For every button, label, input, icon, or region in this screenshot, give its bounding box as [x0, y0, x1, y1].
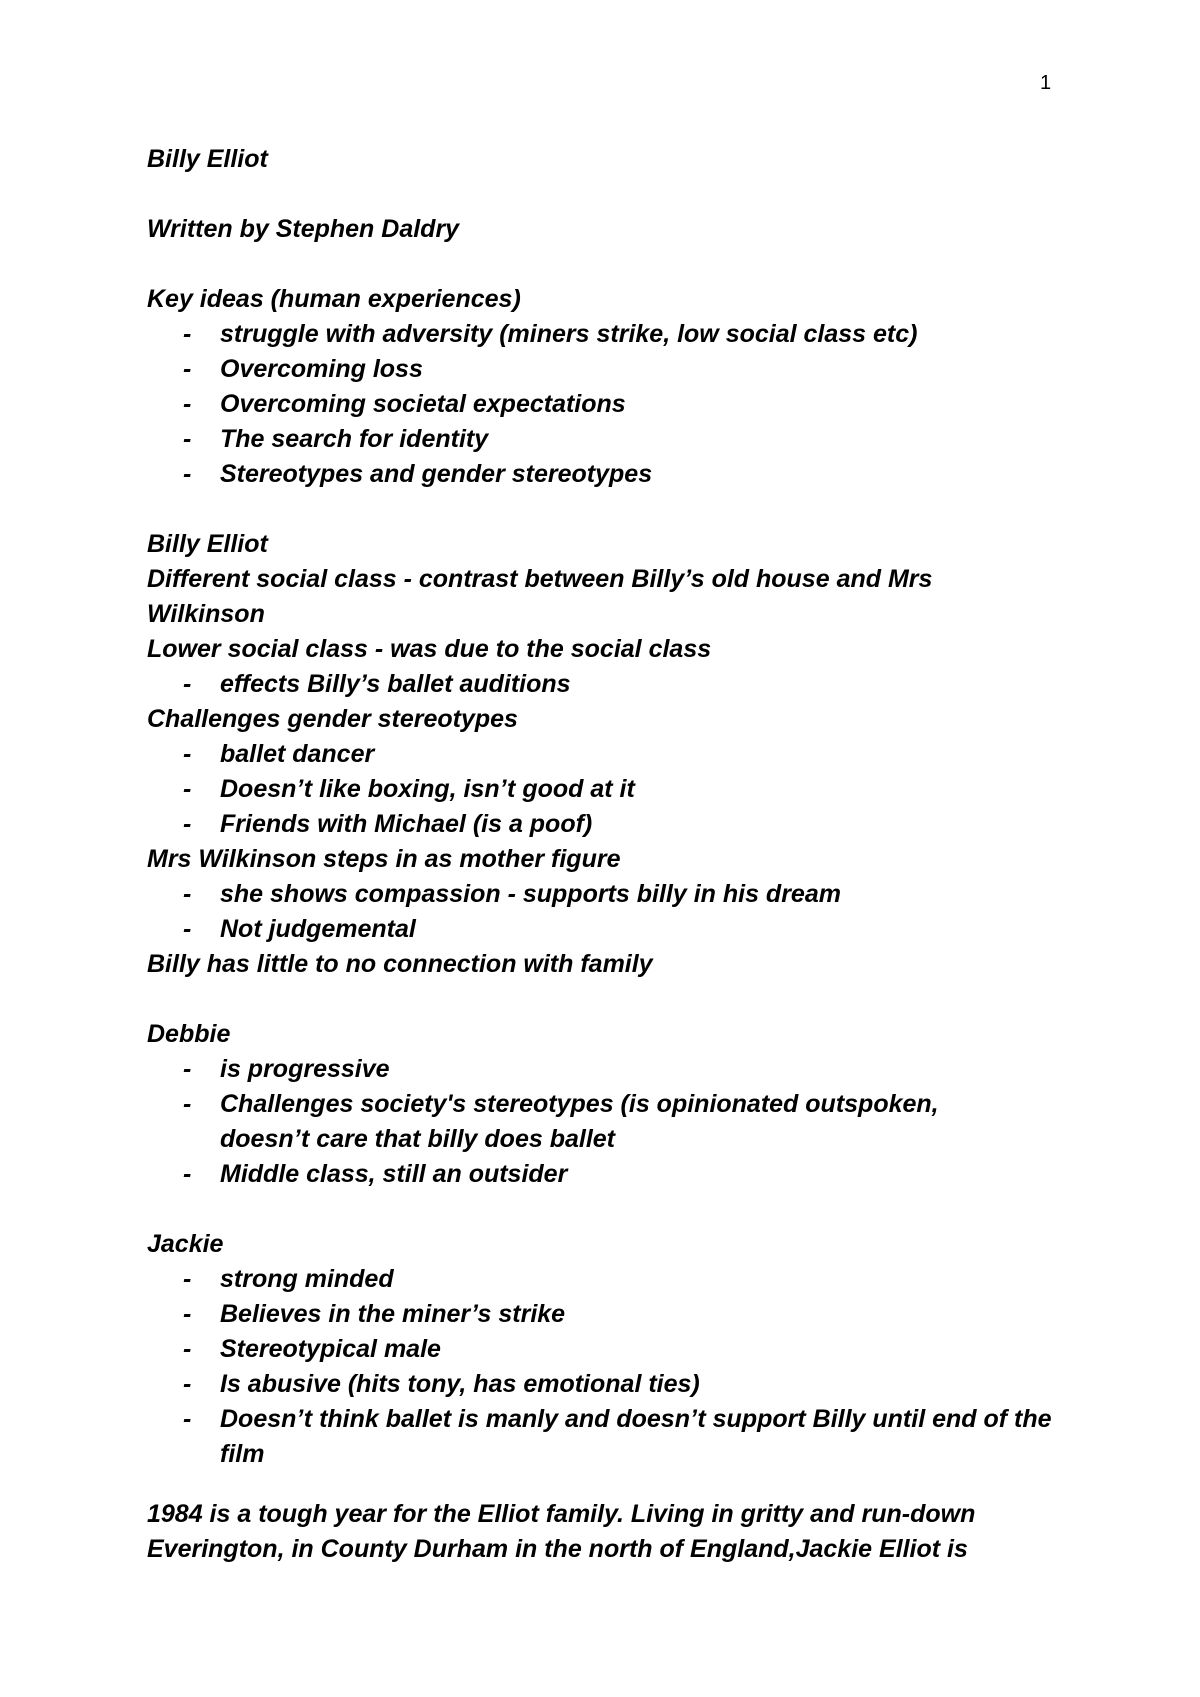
dash-bullet: -	[183, 1265, 192, 1293]
author-line: Written by Stephen Daldry	[147, 215, 460, 243]
list-item: - Overcoming societal expectations	[147, 387, 1067, 422]
list-item: - strong minded	[147, 1262, 1067, 1297]
list-item: - Challenges society's stereotypes (is opinionated outspoken, doesn’t care that billy does ballet	[147, 1087, 980, 1157]
list-item: - Middle class, still an outsider	[147, 1157, 1067, 1192]
gender-list	[147, 737, 1067, 842]
list-item: - Believes in the miner’s strike	[147, 1297, 1067, 1332]
dash-bullet: -	[183, 460, 192, 488]
jackie-list	[147, 1262, 1067, 1472]
dash-bullet: -	[183, 1090, 192, 1118]
billy-social-class-line: Different social class - contrast between Billy’s old house and Mrs Wilkinson	[147, 565, 933, 628]
spacer	[147, 177, 1067, 212]
dash-bullet: -	[183, 1335, 192, 1363]
dash-bullet: -	[183, 915, 192, 943]
dash-bullet: -	[183, 775, 192, 803]
billy-wilkinson-line: Mrs Wilkinson steps in as mother figure	[147, 845, 621, 873]
list-item: - Not judgemental	[147, 912, 1067, 947]
list-item: - The search for identity	[147, 422, 1067, 457]
list-item: - Stereotypical male	[147, 1332, 1067, 1367]
dash-bullet: -	[183, 355, 192, 383]
spacer	[147, 1472, 1067, 1497]
dash-bullet: -	[183, 390, 192, 418]
dash-bullet: -	[183, 425, 192, 453]
list-item: - struggle with adversity (miners strike, low social class etc)	[147, 317, 1067, 352]
list-item: - Friends with Michael (is a poof)	[147, 807, 1067, 842]
billy-family-line: Billy has little to no connection with family	[147, 950, 653, 978]
lower-class-list	[147, 667, 1067, 702]
dash-bullet: -	[183, 1055, 192, 1083]
dash-bullet: -	[183, 320, 192, 348]
summary-paragraph: 1984 is a tough year for the Elliot family. Living in gritty and run-down Everington, in County Durham in the north of England,Jackie Elliot is	[147, 1500, 976, 1563]
dash-bullet: -	[183, 1405, 192, 1433]
debbie-list	[147, 1052, 1067, 1192]
list-item: - is progressive	[147, 1052, 1067, 1087]
list-item: - Doesn’t think ballet is manly and doesn’t support Billy until end of the film	[147, 1402, 1060, 1472]
list-item: - ballet dancer	[147, 737, 1067, 772]
document-title: Billy Elliot	[147, 145, 268, 173]
dash-bullet: -	[183, 740, 192, 768]
list-item: - Stereotypes and gender stereotypes	[147, 457, 1067, 492]
document-body	[147, 142, 1067, 1567]
dash-bullet: -	[183, 670, 192, 698]
dash-bullet: -	[183, 880, 192, 908]
dash-bullet: -	[183, 1370, 192, 1398]
billy-lower-class-line: Lower social class - was due to the social class	[147, 635, 712, 663]
list-item: - Doesn’t like boxing, isn’t good at it	[147, 772, 1067, 807]
spacer	[147, 247, 1067, 282]
billy-gender-line: Challenges gender stereotypes	[147, 705, 518, 733]
list-item: - Overcoming loss	[147, 352, 1067, 387]
dash-bullet: -	[183, 1160, 192, 1188]
page-number: 1	[1040, 72, 1052, 94]
spacer	[147, 1192, 1067, 1227]
billy-heading: Billy Elliot	[147, 530, 268, 558]
spacer	[147, 492, 1067, 527]
dash-bullet: -	[183, 1300, 192, 1328]
dash-bullet: -	[183, 810, 192, 838]
wilkinson-list	[147, 877, 1067, 947]
key-ideas-heading: Key ideas (human experiences)	[147, 285, 521, 313]
list-item: - effects Billy’s ballet auditions	[147, 667, 1067, 702]
jackie-heading: Jackie	[147, 1230, 224, 1258]
list-item: - Is abusive (hits tony, has emotional ties)	[147, 1367, 1067, 1402]
key-ideas-list	[147, 317, 1067, 492]
list-item: - she shows compassion - supports billy in his dream	[147, 877, 1067, 912]
debbie-heading: Debbie	[147, 1020, 231, 1048]
spacer	[147, 982, 1067, 1017]
